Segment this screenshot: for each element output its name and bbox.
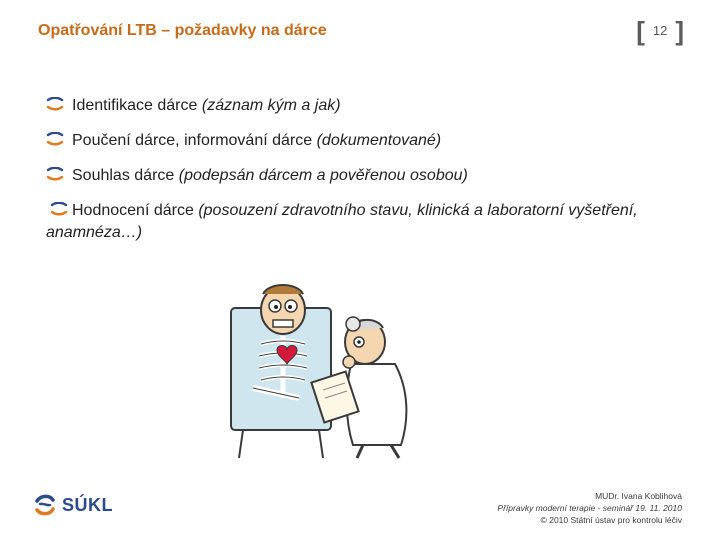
bullet-swoosh-icon — [50, 202, 68, 216]
bullet-detail-text: (podepsán dárcem a pověřenou osobou) — [178, 167, 468, 184]
left-bracket-icon: [ — [636, 16, 645, 46]
bullet-main-text: Hodnocení dárce — [72, 202, 194, 219]
bullet-item — [46, 200, 646, 244]
bullet-swoosh-icon — [46, 167, 64, 181]
sukl-logo-icon — [34, 494, 56, 516]
page-number-value: 12 — [652, 23, 668, 38]
slide-title: Opatřování LTB – požadavky na dárce — [38, 22, 327, 39]
sukl-logo — [34, 494, 113, 516]
bullet-main-text: Souhlas dárce — [72, 167, 175, 184]
doctor-xray-illustration — [225, 280, 455, 460]
bullet-detail-text: (posouzení zdravotního stavu, klinická a laboratorní vyšetření, anamnéza…) — [46, 202, 638, 241]
bullet-main-text: Poučení dárce, informování dárce — [72, 132, 313, 149]
bullet-swoosh-icon — [46, 97, 64, 111]
bullet-item — [46, 95, 646, 117]
bullet-item — [46, 130, 646, 152]
sukl-logo-text: SÚKL — [62, 494, 113, 515]
bullet-detail-text: (záznam kým a jak) — [201, 97, 341, 114]
page-number — [636, 18, 684, 44]
bullet-item — [46, 165, 646, 187]
footer-copyright: © 2010 Státní ústav pro kontrolu léčiv — [540, 515, 682, 525]
bullet-main-text: Identifikace dárce — [72, 97, 198, 114]
bullet-swoosh-icon — [46, 132, 64, 146]
bullet-detail-text: (dokumentované) — [316, 132, 442, 149]
footer-event: Přípravky moderní terapie - seminář 19. 11. 2010 — [497, 503, 682, 513]
footer-author: MUDr. Ivana Koblihová — [595, 491, 682, 501]
right-bracket-icon: ] — [675, 16, 684, 46]
footer — [497, 490, 682, 526]
bullet-list — [46, 95, 646, 257]
